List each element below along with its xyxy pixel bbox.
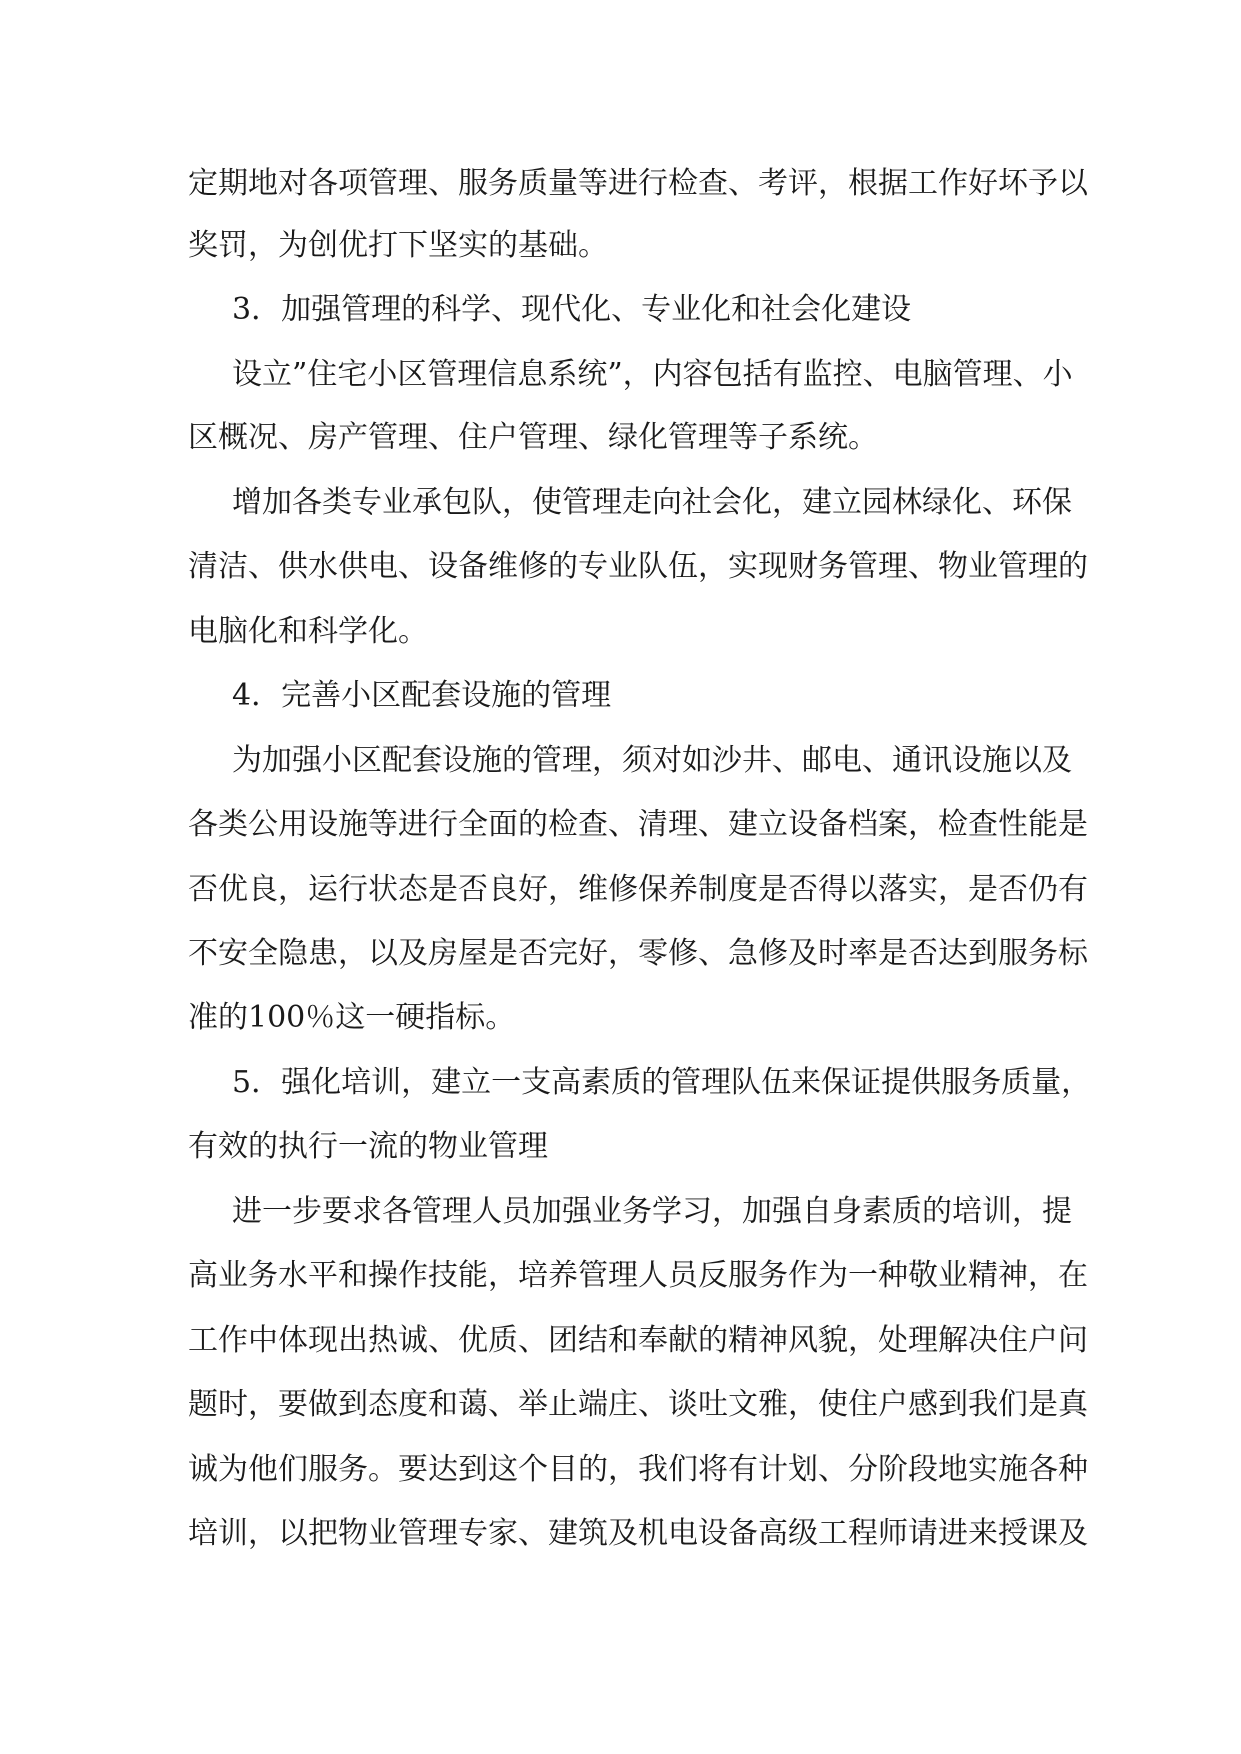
text-line: 高业务水平和操作技能，培养管理人员反服务作为一种敬业精神，在 [188, 1258, 1088, 1293]
text-line: 进一步要求各管理人员加强业务学习，加强自身素质的培训，提 [232, 1194, 1072, 1229]
section-heading-4: 4．完善小区配套设施的管理 [232, 678, 612, 713]
text-line: 各类公用设施等进行全面的检查、清理、建立设备档案，检查性能是 [188, 807, 1088, 842]
text-line: 增加各类专业承包队，使管理走向社会化，建立园林绿化、环保 [232, 485, 1072, 520]
section-heading-5-continued: 有效的执行一流的物业管理 [188, 1129, 548, 1164]
text-line: 不安全隐患，以及房屋是否完好，零修、急修及时率是否达到服务标 [188, 936, 1088, 971]
text-line: 定期地对各项管理、服务质量等进行检查、考评，根据工作好坏予以 [188, 166, 1088, 201]
text-line: 奖罚，为创优打下坚实的基础。 [188, 228, 608, 263]
section-heading-3: 3．加强管理的科学、现代化、专业化和社会化建设 [232, 292, 912, 327]
text-line: 清洁、供水供电、设备维修的专业队伍，实现财务管理、物业管理的 [188, 549, 1088, 584]
text-line: 电脑化和科学化。 [188, 614, 428, 649]
text-line: 设立”住宅小区管理信息系统”，内容包括有监控、电脑管理、小 [232, 357, 1073, 392]
text-line: 否优良，运行状态是否良好，维修保养制度是否得以落实，是否仍有 [188, 872, 1088, 907]
text-line: 培训，以把物业管理专家、建筑及机电设备高级工程师请进来授课及 [188, 1516, 1088, 1551]
text-line: 为加强小区配套设施的管理，须对如沙井、邮电、通讯设施以及 [232, 743, 1072, 778]
text-line: 准的100％这一硬指标。 [188, 1000, 516, 1035]
text-line: 工作中体现出热诚、优质、团结和奉献的精神风貌，处理解决住户问 [188, 1323, 1088, 1358]
section-heading-5: 5．强化培训，建立一支高素质的管理队伍来保证提供服务质量， [232, 1065, 1092, 1100]
text-line: 诚为他们服务。要达到这个目的，我们将有计划、分阶段地实施各种 [188, 1452, 1088, 1487]
text-line: 题时，要做到态度和蔼、举止端庄、谈吐文雅，使住户感到我们是真 [188, 1387, 1088, 1422]
text-line: 区概况、房产管理、住户管理、绿化管理等子系统。 [188, 420, 878, 455]
